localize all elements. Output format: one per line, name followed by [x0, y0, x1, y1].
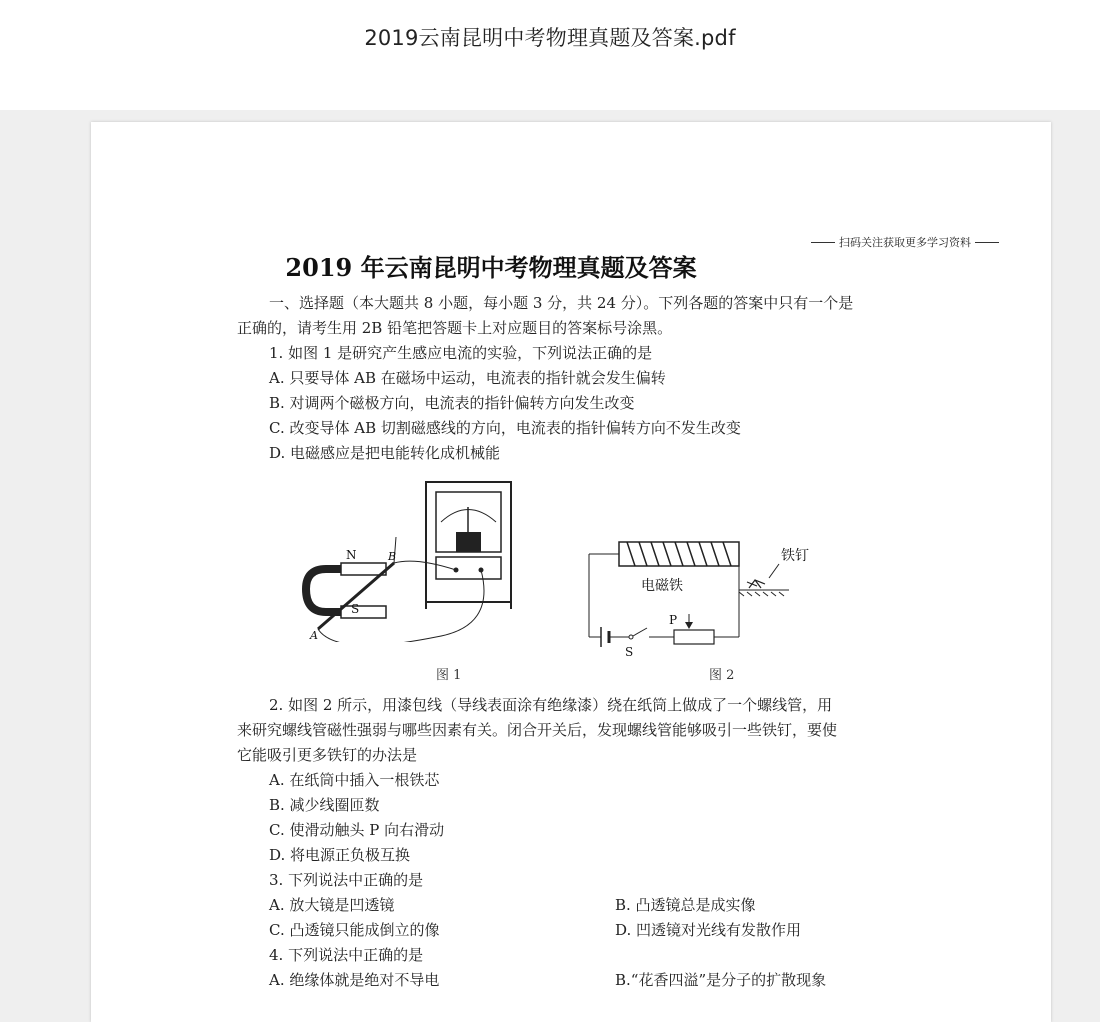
- q1-option-d: D. 电磁感应是把电能转化成机械能: [269, 444, 501, 462]
- q4-stem: 4. 下列说法中正确的是: [269, 946, 424, 964]
- q1-option-a: A. 只要导体 AB 在磁场中运动，电流表的指针就会发生偏转: [269, 369, 666, 387]
- q4-option-a: A. 绝缘体就是绝对不导电: [269, 971, 440, 989]
- qr-note-rule-left: [811, 242, 835, 243]
- q2-option-a: A. 在纸筒中插入一根铁芯: [269, 771, 440, 789]
- figure1-induction-diagram: [296, 477, 526, 642]
- q3-option-c: C. 凸透镜只能成倒立的像: [269, 921, 440, 939]
- q3-option-b: B. 凸透镜总是成实像: [615, 896, 756, 914]
- qr-note-rule-right: [975, 242, 999, 243]
- document-title: 2019云南昆明中考物理真题及答案.pdf: [364, 26, 736, 50]
- q1-stem: 1. 如图 1 是研究产生感应电流的实验，下列说法正确的是: [269, 344, 653, 362]
- svg-text:电磁铁: 电磁铁: [641, 578, 683, 594]
- q4-option-b: B.“花香四溢”是分子的扩散现象: [615, 971, 827, 989]
- figure1-caption: 图 1: [436, 668, 462, 683]
- svg-text:P: P: [669, 613, 678, 627]
- svg-text:A: A: [310, 629, 318, 642]
- pdf-page: [91, 122, 1051, 1022]
- q2-stem-line1: 2. 如图 2 所示，用漆包线（导线表面涂有绝缘漆）绕在纸筒上做成了一个螺线管，用: [269, 696, 833, 714]
- q3-stem: 3. 下列说法中正确的是: [269, 871, 424, 889]
- q2-option-b: B. 减少线圈匝数: [269, 796, 380, 814]
- q2-stem-line2: 来研究螺线管磁性强弱与哪些因素有关。闭合开关后，发现螺线管能够吸引一些铁钉，要使: [237, 721, 838, 739]
- q3-option-a: A. 放大镜是凹透镜: [269, 896, 395, 914]
- figure2-caption: 图 2: [709, 668, 735, 683]
- q2-stem-line3: 它能吸引更多铁钉的办法是: [237, 746, 418, 764]
- section1-intro-line2: 正确的，请考生用 2B 铅笔把答题卡上对应题目的答案标号涂黑。: [237, 319, 673, 337]
- switch: [633, 628, 647, 636]
- section1-intro-line1: 一、选择题（本大题共 8 小题，每小题 3 分，共 24 分）。下列各题的答案中只有一个是: [269, 294, 854, 312]
- q1-option-c: C. 改变导体 AB 切割磁感线的方向，电流表的指针偏转方向不发生改变: [269, 419, 741, 437]
- viewer-header: [0, 0, 1100, 110]
- qr-note-text: 扫码关注获取更多学习资料: [839, 236, 971, 249]
- q2-option-c: C. 使滑动触头 P 向右滑动: [269, 821, 445, 839]
- q3-option-d: D. 凹透镜对光线有发散作用: [615, 921, 802, 939]
- rheostat: [674, 630, 714, 644]
- iron-nails: [747, 580, 765, 588]
- svg-text:B: B: [388, 550, 397, 563]
- q2-option-d: D. 将电源正负极互换: [269, 846, 411, 864]
- svg-text:S: S: [625, 645, 634, 657]
- svg-text:S: S: [351, 602, 360, 616]
- svg-text:N: N: [346, 548, 357, 562]
- svg-text:铁钉: 铁钉: [781, 548, 809, 564]
- q1-option-b: B. 对调两个磁极方向，电流表的指针偏转方向发生改变: [269, 394, 635, 412]
- paper-title: 2019 年云南昆明中考物理真题及答案: [285, 253, 697, 282]
- figure2-electromagnet-diagram: [579, 532, 839, 657]
